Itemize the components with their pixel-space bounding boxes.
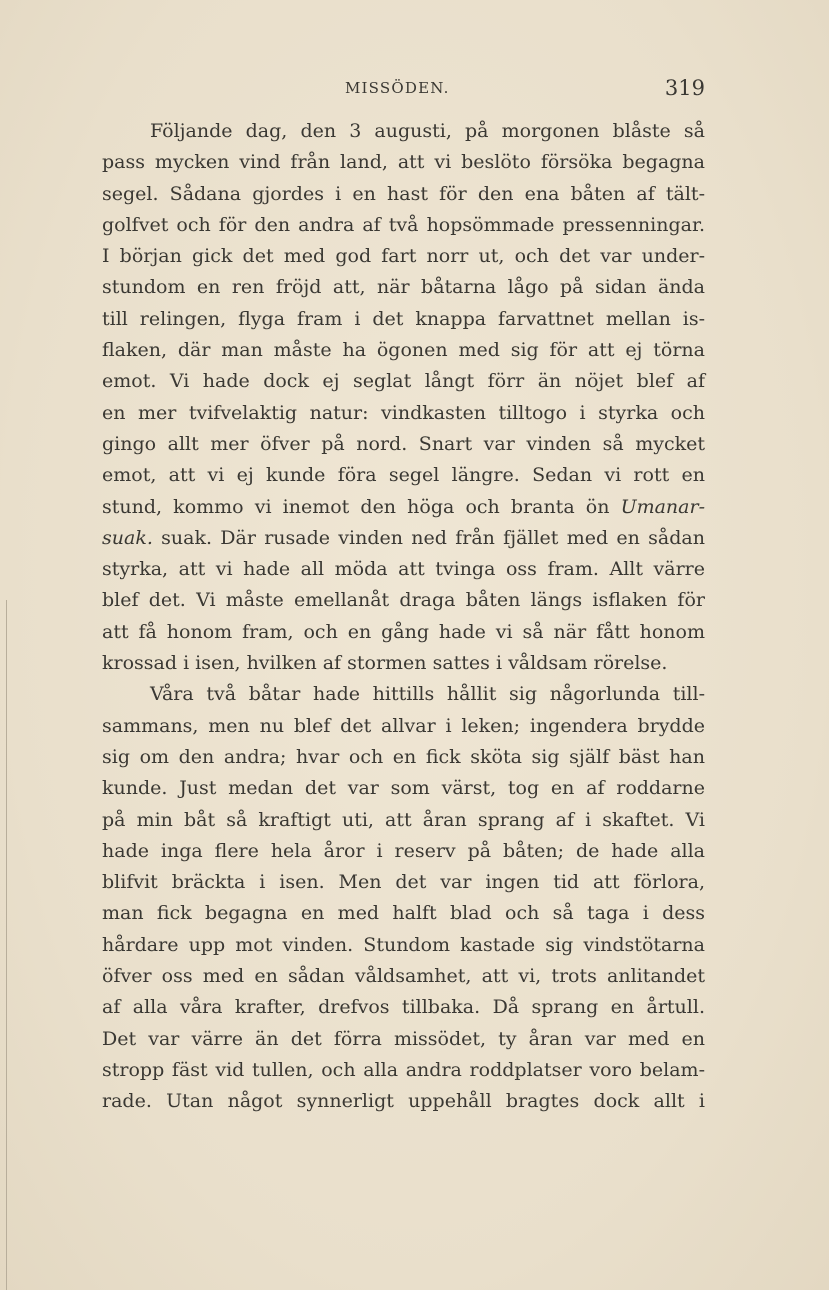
text-line: blifvit bräckta i isen. Men det var ingen tid att förlora, [102, 871, 705, 894]
place-name-italic: Umanar- [620, 495, 705, 518]
place-name-italic: suak. [102, 526, 153, 549]
page-number: 319 [664, 76, 705, 100]
page-edge-line [6, 600, 7, 1290]
text-line: på min båt så kraftigt uti, att åran sprang af i skaftet. Vi [102, 808, 705, 831]
text-line: golfvet och för den andra af två hopsömmade pressenningar. [102, 213, 705, 236]
text-line: pass mycken vind från land, att vi beslöto försöka begagna [102, 151, 705, 174]
text-line: gingo allt mer öfver på nord. Snart var vinden så mycket [102, 432, 705, 455]
text-line: I början gick det med god fart norr ut, och det var under- [102, 245, 705, 268]
text-line: stundom en ren fröjd att, när båtarna lågo på sidan ända [102, 276, 705, 299]
text-line: hårdare upp mot vinden. Stundom kastade sig vindstötarna [102, 933, 705, 956]
text-line-with-italic [102, 492, 705, 523]
text-line: sig om den andra; hvar och en fick sköta sig själf bäst han [102, 745, 705, 768]
text-line: en mer tvifvelaktig natur: vindkasten tilltogo i styrka och [102, 401, 705, 424]
body-text [102, 116, 705, 1118]
text-line: flaken, där man måste ha ögonen med sig för att ej törna [102, 339, 705, 362]
text-line: kunde. Just medan det var som värst, tog en af roddarne [102, 777, 705, 800]
text-line: att få honom fram, och en gång hade vi så när fått honom [102, 620, 705, 643]
text-line: styrka, att vi hade all möda att tvinga oss fram. Allt värre [102, 558, 705, 581]
text-line: hade inga flere hela åror i reserv på båten; de hade alla [102, 839, 705, 862]
text-line: Följande dag, den 3 augusti, på morgonen blåste så [150, 120, 705, 142]
text-line: segel. Sådana gjordes i en hast för den ena båten af tält- [102, 182, 705, 205]
text-line: emot, att vi ej kunde föra segel längre. Sedan vi rott en [102, 464, 705, 487]
text-line: blef det. Vi måste emellanåt draga båten längs isflaken för [102, 589, 705, 612]
text-line: emot. Vi hade dock ej seglat långt förr än nöjet blef af [102, 370, 705, 393]
text-line: krossad i isen, hvilken af stormen sattes i våldsam rörelse. [102, 652, 668, 675]
text-line-part: suak. Där rusade vinden ned från fjället med en sådan [161, 526, 705, 549]
text-line: Det var värre än det förra missödet, ty åran var med en [102, 1027, 705, 1050]
text-line-part: stund, kommo vi inemot den höga och branta ön [102, 495, 610, 518]
text-line-with-italic [102, 523, 705, 554]
text-line: sammans, men nu blef det allvar i leken; ingendera brydde [102, 714, 705, 737]
text-line: öfver oss med en sådan våldsamhet, att vi, trots anlitandet [102, 965, 705, 988]
page-header [102, 76, 705, 104]
text-line: rade. Utan något synnerligt uppehåll bragtes dock allt i [102, 1090, 705, 1113]
text-line: till relingen, flyga fram i det knappa farvattnet mellan is- [102, 307, 705, 330]
text-line: Våra två båtar hade hittills hållit sig någorlunda till- [150, 683, 705, 706]
text-line: af alla våra krafter, drefvos tillbaka. Då sprang en årtull. [102, 996, 705, 1019]
text-line: stropp fäst vid tullen, och alla andra roddplatser voro belam- [102, 1058, 705, 1081]
text-line: man fick begagna en med halft blad och så taga i dess [102, 902, 705, 925]
running-head: MISSÖDEN. [345, 79, 450, 97]
